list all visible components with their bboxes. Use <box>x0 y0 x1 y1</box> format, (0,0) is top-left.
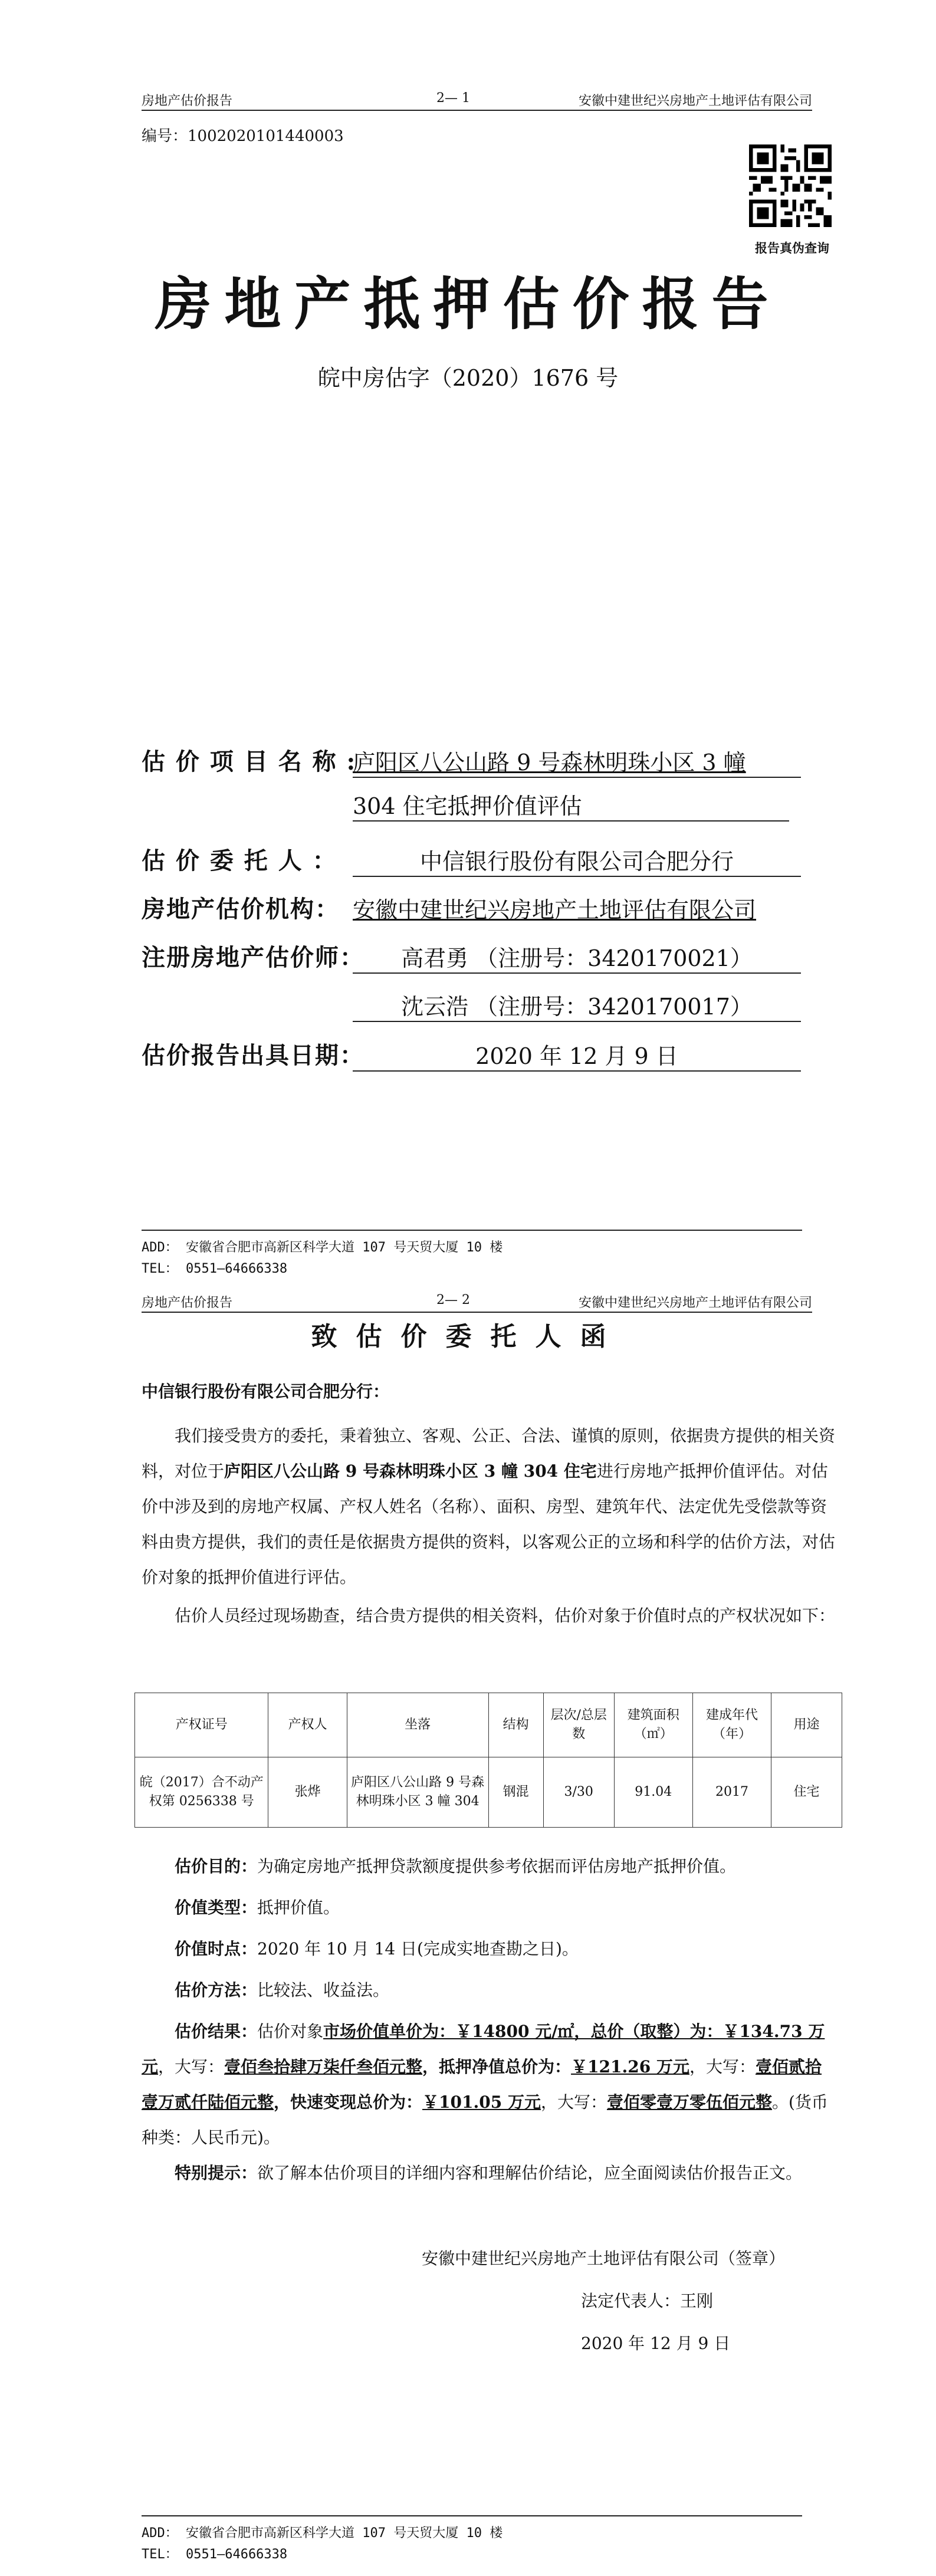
page-footer <box>142 1237 503 1280</box>
col-year: 建成年代（年） <box>692 1693 771 1757</box>
report-document-number: 皖中房估字（2020）1676 号 <box>317 365 619 391</box>
header-company-2: 安徽中建世纪兴房地产土地评估有限公司 <box>578 1296 812 1310</box>
value-date-text: 2020 年 10 月 14 日(完成实地查勘之日)。 <box>257 1939 579 1959</box>
letter-addressee: 中信银行股份有限公司合肥分行： <box>142 1382 390 1401</box>
value-date-line <box>142 1931 838 1967</box>
cell-area: 91.04 <box>614 1757 692 1828</box>
report-serial-number: 编号：1002020101440003 <box>142 127 344 145</box>
qr-verify-label: 报告真伪查询 <box>755 241 829 255</box>
value-type-line <box>142 1890 838 1926</box>
field-label-project: 估 价 项 目 名 称 : <box>142 748 357 776</box>
col-usage: 用途 <box>771 1693 842 1757</box>
footer-address: ADD： 安徽省合肥市高新区科学大道 107 号天贸大厦 10 楼 <box>142 1240 503 1255</box>
footer-address-2: ADD： 安徽省合肥市高新区科学大道 107 号天贸大厦 10 楼 <box>142 2526 503 2541</box>
cell-owner: 张烨 <box>268 1757 347 1828</box>
signature-company: 安徽中建世纪兴房地产土地评估有限公司（签章） <box>422 2249 786 2268</box>
footer-phone-2: TEL： 0551—64666338 <box>142 2547 288 2562</box>
result-market-value-words: 壹佰叁拾肆万柒仟叁佰元整 <box>224 2057 423 2076</box>
result-text-3: ，大写： <box>158 2057 225 2076</box>
header-company: 安徽中建世纪兴房地产土地评估有限公司 <box>578 94 812 109</box>
footer-rule-2 <box>142 2515 802 2516</box>
field-label-client: 估 价 委 托 人 ： <box>142 847 337 875</box>
header-rule-2 <box>142 1312 812 1313</box>
notice-label: 特别提示： <box>175 2163 258 2183</box>
result-quick-sale: ￥101.05 万元 <box>422 2092 541 2112</box>
qr-code-icon[interactable] <box>749 144 832 227</box>
col-floor: 层次/总层数 <box>543 1693 614 1757</box>
cell-location: 庐阳区八公山路 9 号森林明珠小区 3 幢 304 <box>347 1757 488 1828</box>
letter-title: 致估价委托人函 <box>311 1322 625 1352</box>
field-value-appraiser-2: 沈云浩 （注册号：3420170017） <box>353 988 801 1022</box>
value-date-label: 价值时点： <box>175 1939 258 1959</box>
cell-year: 2017 <box>692 1757 771 1828</box>
page-header-2 <box>142 1289 812 1313</box>
field-value-project-line2 <box>353 788 789 822</box>
result-mortgage-net-words: 壹佰贰拾壹万贰仟陆佰元整 <box>142 2057 822 2112</box>
field-label-issue-date: 估价报告出具日期： <box>142 1041 364 1069</box>
result-market-value: 市场价值单价为：￥14800 元/㎡，总价（取整）为：￥134.73 万元 <box>142 2022 825 2076</box>
result-text-5: ，抵押净值总价为： <box>422 2057 572 2076</box>
field-value-agency <box>353 892 801 924</box>
cell-floor: 3/30 <box>543 1757 614 1828</box>
header-page-number-2: 2— 2 <box>436 1293 470 1307</box>
header-rule <box>142 110 812 111</box>
cell-cert-no: 皖（2017）合不动产权第 0256338 号 <box>135 1757 268 1828</box>
method-text: 比较法、收益法。 <box>257 1980 390 2000</box>
value-type-label: 价值类型： <box>175 1898 258 1917</box>
p1-property-address: 庐阳区八公山路 9 号森林明珠小区 3 幢 304 住宅 <box>224 1461 597 1481</box>
field-value-project-line1: 庐阳区八公山路 9 号森林明珠小区 3 幢 <box>353 750 746 776</box>
p1-text-a: 我们接受贵方的委托，秉着独立、客观、公正、合法、谨慎的原则，依据贵方提供的相关资料，对位于 <box>142 1426 836 1481</box>
footer-rule <box>142 1230 802 1231</box>
result-text-7: ，大写： <box>689 2057 756 2076</box>
result-quick-sale-words: 壹佰零壹万零伍佰元整 <box>606 2092 772 2112</box>
method-label: 估价方法： <box>175 1980 258 2000</box>
col-location: 坐落 <box>347 1693 488 1757</box>
col-structure: 结构 <box>488 1693 543 1757</box>
report-title: 房地产抵押估价报告 <box>155 271 781 337</box>
result-mortgage-net: ￥121.26 万元 <box>571 2057 689 2076</box>
result-text-9: ，快速变现总价为： <box>274 2092 423 2112</box>
col-cert-no: 产权证号 <box>135 1693 268 1757</box>
col-owner: 产权人 <box>268 1693 347 1757</box>
field-label-appraisers: 注册房地产估价师： <box>142 944 364 971</box>
signature-representative: 法定代表人：王刚 <box>581 2291 714 2311</box>
letter-paragraph-1 <box>142 1418 838 1595</box>
purpose-text: 为确定房地产抵押贷款额度提供参考依据而评估房地产抵押价值。 <box>257 1857 737 1876</box>
purpose-label: 估价目的： <box>175 1857 258 1876</box>
result-text-13: 。(货币种类：人民币元)。 <box>142 2092 828 2147</box>
table-row <box>135 1757 842 1828</box>
method-line <box>142 1973 838 2008</box>
cell-usage: 住宅 <box>771 1757 842 1828</box>
col-area: 建筑面积（㎡） <box>614 1693 692 1757</box>
result-label: 估价结果： <box>175 2022 258 2041</box>
field-value-agency-text: 安徽中建世纪兴房地产土地评估有限公司 <box>353 897 757 923</box>
field-value-client: 中信银行股份有限公司合肥分行 <box>353 843 801 877</box>
table-header-row <box>135 1693 842 1757</box>
notice-paragraph <box>142 2156 838 2191</box>
field-value-appraiser-1: 高君勇 （注册号：3420170021） <box>353 940 801 974</box>
letter-paragraph-2: 估价人员经过现场勘查，结合贵方提供的相关资料，估价对象于价值时点的产权状况如下： <box>175 1606 836 1625</box>
field-value-issue-date: 2020 年 12 月 9 日 <box>353 1038 801 1072</box>
result-paragraph <box>142 2014 838 2156</box>
property-rights-table <box>134 1693 842 1828</box>
value-type-text: 抵押价值。 <box>257 1898 340 1917</box>
header-left-2: 房地产估价报告 <box>142 1296 233 1310</box>
purpose-line <box>142 1849 838 1884</box>
p1-text-c: 进行房地产抵押价值评估。对估价中涉及到的房地产权属、产权人姓名（名称）、面积、房型、建筑年代、法定优先受偿款等资料由贵方提供，我们的责任是依据贵方提供的资料，以客观公正的立场和科学的估价方法，对估价对象的抵押价值进行评估。 <box>142 1461 836 1587</box>
header-page-number: 2— 1 <box>436 91 470 106</box>
header-left: 房地产估价报告 <box>142 94 233 109</box>
notice-text: 欲了解本估价项目的详细内容和理解估价结论，应全面阅读估价报告正文。 <box>257 2163 803 2183</box>
signature-date: 2020 年 12 月 9 日 <box>581 2334 731 2353</box>
page-header <box>142 87 812 111</box>
field-value-project-line2-text: 304 住宅抵押价值评估 <box>353 793 582 819</box>
result-text-1: 估价对象 <box>257 2022 324 2041</box>
result-text-11: ，大写： <box>540 2092 607 2112</box>
field-value-project <box>353 744 801 778</box>
footer-phone: TEL： 0551—64666338 <box>142 1261 288 1276</box>
cell-structure: 钢混 <box>488 1757 543 1828</box>
field-label-agency: 房地产估价机构： <box>142 895 340 923</box>
page-footer-2 <box>142 2523 503 2565</box>
